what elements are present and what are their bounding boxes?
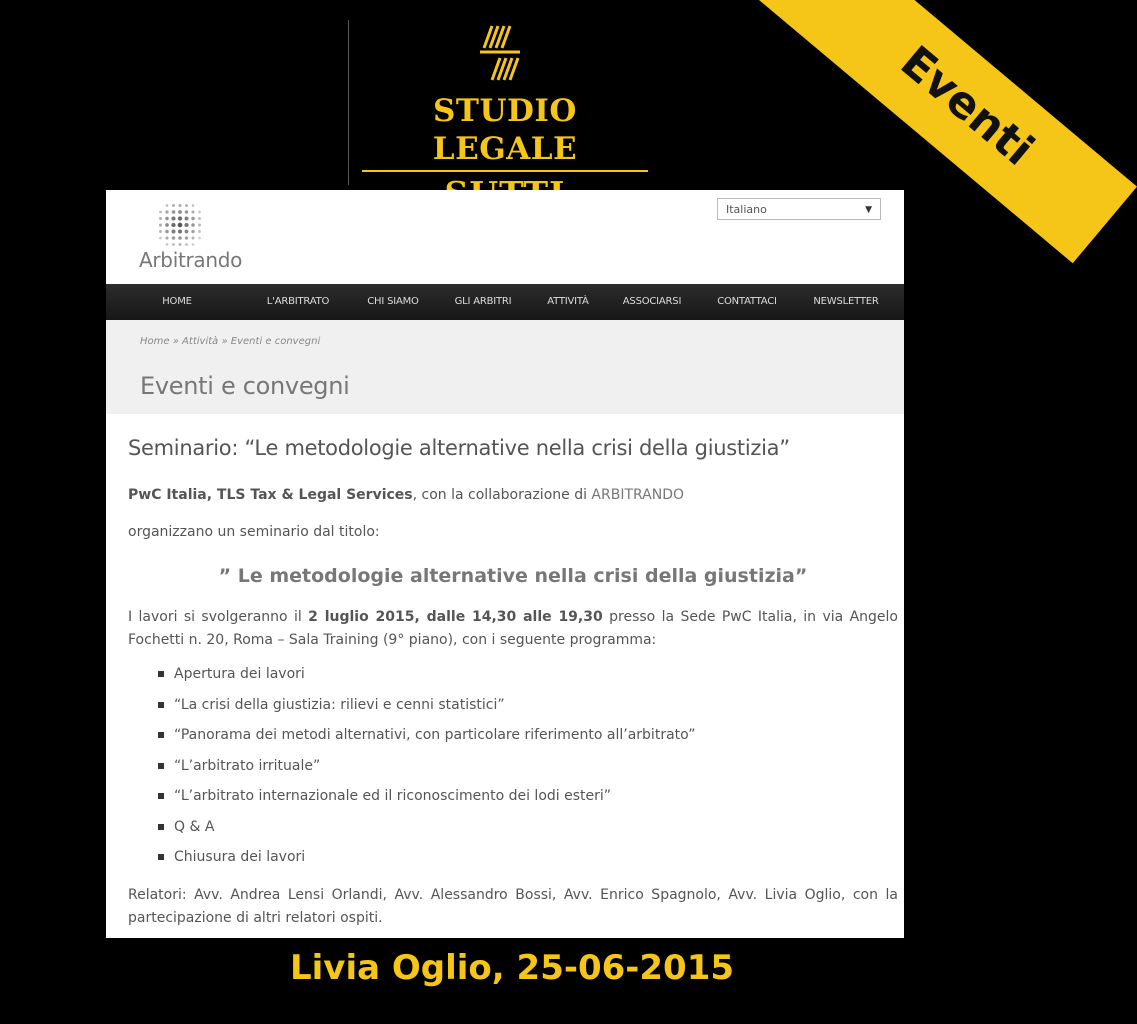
organizers-line (128, 487, 684, 503)
bullet-icon (158, 824, 164, 830)
list-item (158, 786, 695, 817)
ribbon-label: Eventi (891, 36, 1044, 176)
studio-legale-sutti-logo-icon (478, 22, 522, 84)
nav-item-arbitrato[interactable]: L'ARBITRATO (266, 296, 330, 307)
caption: Livia Oglio, 25-06-2015 (289, 948, 735, 988)
nav-item-attivita[interactable]: ATTIVITÀ (547, 296, 589, 307)
nav-item-associarsi[interactable]: ASSOCIARSI (622, 296, 682, 307)
nav-item-newsletter[interactable]: NEWSLETTER (813, 296, 879, 307)
organizers-mid: , con la collaborazione di (412, 487, 592, 503)
program-item: Apertura dei lavori (174, 666, 305, 682)
program-item: “L’arbitrato internazionale ed il riconoscimento dei lodi esteri” (174, 788, 612, 804)
bullet-icon (158, 854, 164, 860)
nav-item-contattaci[interactable]: CONTATTACI (717, 296, 777, 307)
event-details (128, 606, 898, 652)
program-item: Chiusura dei lavori (174, 849, 306, 865)
event-date: 2 luglio 2015, dalle 14,30 alle 19,30 (308, 609, 603, 625)
page-title-band (106, 320, 904, 414)
list-item (158, 664, 695, 695)
page-title: Eventi e convegni (140, 372, 350, 400)
bullet-icon (158, 702, 164, 708)
event-details-post: presso la Sede PwC Italia, in via Angelo Fochetti n. 20, Roma – Sala Training (9° piano), con i seguente programma: (128, 609, 898, 648)
post-title: Seminario: “Le metodologie alternative nella crisi della giustizia” (128, 436, 790, 460)
list-item (158, 725, 695, 756)
nav-item-gli-arbitri[interactable]: GLI ARBITRI (454, 296, 512, 307)
organizers-link[interactable]: ARBITRANDO (591, 487, 685, 503)
chevron-down-icon: ▼ (865, 205, 872, 215)
program-item: Q & A (174, 818, 215, 835)
event-details-pre: I lavori si svolgeranno il (128, 609, 309, 625)
brand-underline (362, 170, 648, 172)
header-divider (348, 20, 349, 185)
seminar-quote-title: ” Le metodologie alternative nella crisi della giustizia” (218, 565, 808, 587)
language-select[interactable] (717, 198, 881, 220)
program-list (158, 664, 695, 878)
list-item (158, 817, 695, 848)
arbitrando-logo-icon (144, 196, 214, 252)
bullet-icon (158, 763, 164, 769)
main-nav (106, 284, 904, 320)
brand-name-line1: STUDIO LEGALE (432, 93, 578, 167)
list-item (158, 847, 695, 878)
list-item (158, 756, 695, 787)
list-item (158, 695, 695, 726)
bullet-icon (158, 732, 164, 738)
program-item: “Panorama dei metodi alternativi, con particolare riferimento all’arbitrato” (174, 727, 696, 743)
bullet-icon (158, 671, 164, 677)
bullet-icon (158, 793, 164, 799)
breadcrumb[interactable]: Home » Attività » Eventi e convegni (140, 336, 321, 347)
organizers-bold: PwC Italia, TLS Tax & Legal Services (128, 487, 413, 503)
site-header (106, 190, 904, 284)
organizers-line2: organizzano un seminario dal titolo: (128, 524, 380, 540)
site-logo-text[interactable]: Arbitrando (139, 248, 243, 272)
nav-item-chi-siamo[interactable]: CHI SIAMO (367, 296, 419, 307)
language-selected: Italiano (726, 203, 767, 216)
program-item: “La crisi della giustizia: rilievi e cenni statistici” (174, 696, 505, 713)
speakers-paragraph: Relatori: Avv. Andrea Lensi Orlandi, Avv. Alessandro Bossi, Avv. Enrico Spagnolo, Avv. Livia Oglio, con la partecipazione di altri relatori ospiti. (128, 887, 898, 926)
website-screenshot (106, 190, 904, 938)
nav-item-home[interactable]: HOME (162, 296, 192, 307)
program-item: “L’arbitrato irrituale” (174, 757, 321, 774)
